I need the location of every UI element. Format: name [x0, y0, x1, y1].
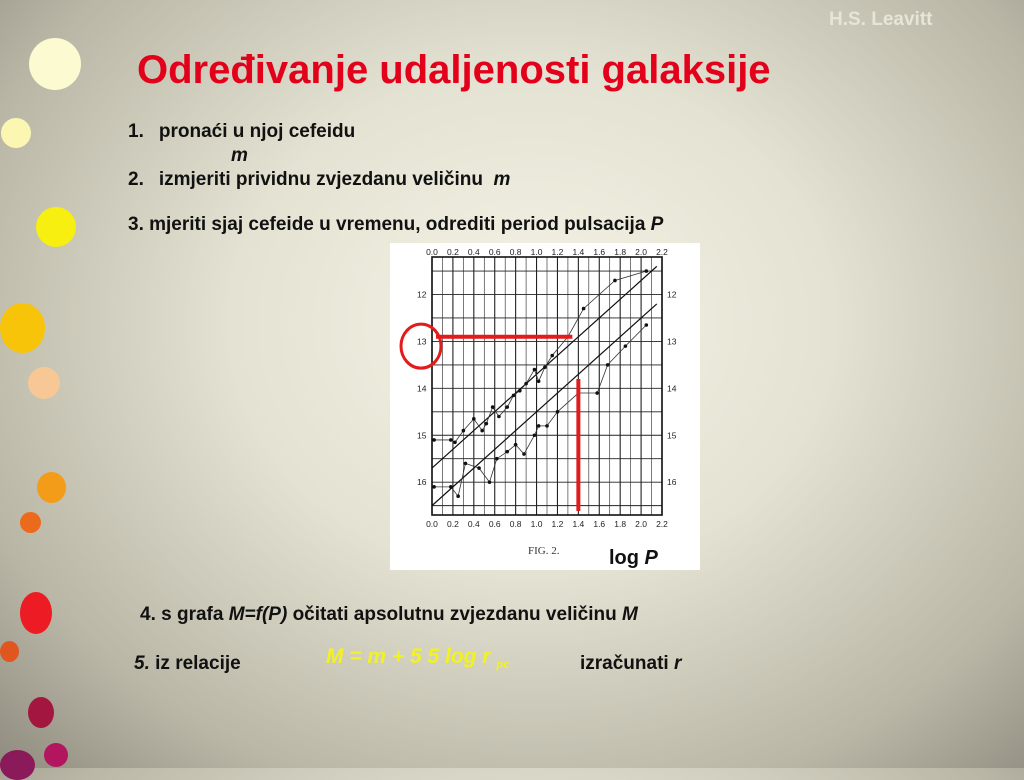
decor-dot-orange-red: [0, 641, 19, 662]
author-watermark: H.S. Leavitt: [829, 9, 933, 30]
chart-caption: FIG. 2.: [528, 545, 560, 557]
x-tick-label-bottom: 0.0: [426, 519, 438, 529]
x-tick-label-top: 0.4: [467, 247, 480, 257]
data-point: [488, 480, 492, 484]
x-tick-label-top: 0.8: [509, 247, 522, 257]
decor-dot-orange: [37, 472, 66, 503]
step-1-m-annotation: m: [231, 145, 248, 166]
x-tick-label-top: 2.2: [656, 247, 668, 257]
data-point: [464, 462, 468, 466]
x-tick-label-bottom: 0.4: [467, 519, 480, 529]
data-point: [595, 391, 599, 395]
y-tick-label-left: 14: [417, 383, 427, 394]
data-point: [462, 429, 466, 433]
data-point: [456, 494, 460, 498]
data-point: [453, 440, 457, 444]
x-tick-label-bottom: 2.0: [635, 519, 648, 529]
data-point: [545, 424, 549, 428]
y-tick-label-right: 12: [667, 289, 677, 300]
data-point: [645, 269, 649, 273]
x-tick-label-top: 1.2: [551, 247, 564, 257]
data-point: [514, 443, 518, 447]
data-point: [485, 422, 489, 426]
data-point: [582, 307, 586, 311]
data-point: [497, 415, 501, 419]
x-tick-label-top: 0.2: [446, 247, 459, 257]
step-5: 5. iz relacije: [134, 653, 241, 674]
data-point: [522, 452, 526, 456]
y-tick-label-left: 15: [417, 430, 427, 441]
data-point: [505, 450, 509, 454]
x-tick-label-bottom: 1.4: [572, 519, 585, 529]
x-tick-label-bottom: 0.2: [446, 519, 459, 529]
step-4: 4. s grafa M=f(P) očitati apsolutnu zvjezdanu veličinu M: [140, 604, 638, 625]
x-tick-label-bottom: 2.2: [656, 519, 668, 529]
data-point: [550, 354, 554, 358]
x-tick-label-top: 1.0: [530, 247, 543, 257]
x-tick-label-top: 1.6: [593, 247, 606, 257]
data-point: [491, 405, 495, 409]
data-point: [524, 382, 528, 386]
x-tick-label-top: 0.6: [488, 247, 501, 257]
step-3: 3. mjeriti sjaj cefeide u vremenu, odrediti period pulsacija P: [128, 214, 664, 235]
data-point: [472, 417, 476, 421]
data-point: [477, 466, 481, 470]
y-tick-label-left: 12: [417, 289, 427, 300]
data-point: [505, 405, 509, 409]
y-tick-label-right: 14: [667, 383, 677, 394]
data-point: [449, 485, 453, 489]
decor-dot-gold: [0, 303, 45, 353]
data-point: [543, 365, 547, 369]
leavitt-chart: [390, 243, 700, 570]
data-point: [556, 410, 560, 414]
step-5-result: izračunati r: [580, 653, 682, 674]
y-tick-label-right: 16: [667, 477, 677, 488]
data-point: [613, 279, 617, 283]
y-tick-label-left: 13: [417, 336, 427, 347]
x-tick-label-top: 1.8: [614, 247, 627, 257]
y-tick-label-left: 16: [417, 477, 427, 488]
decor-dot-yellow: [36, 207, 76, 247]
data-point: [432, 485, 436, 489]
x-tick-label-bottom: 1.6: [593, 519, 606, 529]
slide-title: Određivanje udaljenosti galaksije: [137, 48, 771, 92]
data-point: [645, 323, 649, 327]
data-point: [533, 433, 537, 437]
data-point: [606, 363, 610, 367]
decor-dot-red: [20, 592, 52, 634]
data-point: [432, 438, 436, 442]
data-point: [512, 394, 516, 398]
x-tick-label-bottom: 1.8: [614, 519, 627, 529]
decor-dot-pale-yellow: [1, 118, 31, 148]
decor-dot-peach: [28, 367, 60, 399]
step-1: 1. pronaći u njoj cefeidu: [128, 121, 356, 142]
x-tick-label-bottom: 0.8: [509, 519, 522, 529]
data-point: [537, 380, 541, 384]
data-point: [480, 429, 484, 433]
x-tick-label-top: 0.0: [426, 247, 438, 257]
x-tick-label-bottom: 0.6: [488, 519, 501, 529]
data-point: [518, 389, 522, 393]
data-point: [537, 424, 541, 428]
decor-dot-purple: [0, 750, 35, 780]
x-tick-label-bottom: 1.0: [530, 519, 543, 529]
data-point: [495, 457, 499, 461]
data-point: [449, 438, 453, 442]
decor-dot-dark-orange: [20, 512, 41, 533]
y-tick-label-right: 15: [667, 430, 677, 441]
y-tick-label-right: 13: [667, 336, 677, 347]
distance-formula: M = m + 5 5 log r $_{pc}$: [326, 645, 510, 672]
decor-dot-crimson: [28, 697, 54, 728]
x-tick-label-top: 1.4: [572, 247, 585, 257]
x-tick-label-bottom: 1.2: [551, 519, 564, 529]
decor-dot-cream: [29, 38, 81, 90]
x-tick-label-top: 2.0: [635, 247, 648, 257]
data-point: [624, 344, 628, 348]
step-2: 2. izmjeriti prividnu zvjezdanu veličinu m: [128, 169, 511, 190]
decor-dot-magenta: [44, 743, 68, 767]
chart-x-label: log P: [609, 547, 658, 569]
data-point: [533, 368, 537, 372]
